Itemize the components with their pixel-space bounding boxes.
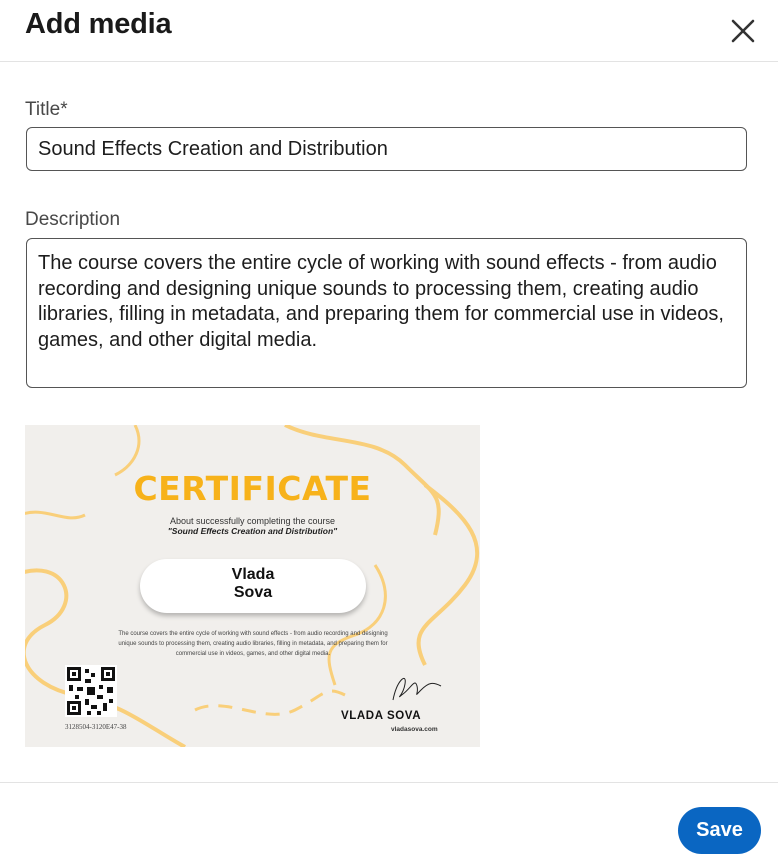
certificate-course-name: "Sound Effects Creation and Distribution" <box>167 526 338 536</box>
title-label: Title* <box>25 99 68 120</box>
description-textarea[interactable] <box>26 238 747 388</box>
close-icon <box>724 12 762 50</box>
certificate-recipient: Vlada Sova <box>231 566 275 601</box>
certificate-website: vladasova.com <box>391 726 438 733</box>
title-input[interactable] <box>26 127 747 171</box>
certificate-serial: 3128504-3120E47-38 <box>65 723 127 731</box>
qr-code-icon <box>65 665 117 717</box>
certificate-heading: CERTIFICATE <box>133 469 372 508</box>
certificate-brand: VLADA SOVA <box>341 710 422 722</box>
certificate-about-text: About successfully completing the course <box>169 516 336 526</box>
save-button[interactable]: Save <box>678 807 761 854</box>
dialog-title: Add media <box>25 8 172 40</box>
certificate-image[interactable] <box>25 425 480 747</box>
description-label: Description <box>25 209 121 230</box>
certificate-description: The course covers the entire cycle of working with sound effects - from audio recording and designing unique sounds to processing them, creating audio libraries, filling in metadata, and preparing them for commercial use in videos, games, and other digital media. <box>118 631 388 657</box>
close-button[interactable] <box>724 12 762 50</box>
dialog-header <box>0 0 778 62</box>
signature-icon <box>385 670 445 705</box>
footer-divider <box>0 782 778 783</box>
